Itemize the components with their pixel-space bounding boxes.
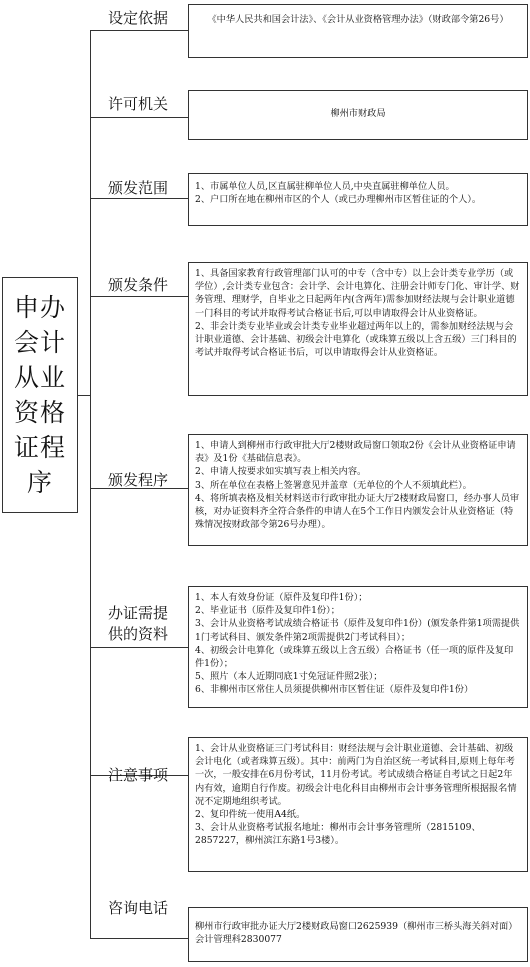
root-connector: [78, 395, 90, 396]
section-text: 1、申请人到柳州市行政审批大厅2楼财政局窗口领取2份《会计从业资格证申请表》及1份《基础信息表》。: [195, 440, 516, 465]
section-label-notes: 注意事项: [108, 766, 169, 784]
section-text: 4、初级会计电算化（或珠算五级以上含五级）合格证书（任一项的原件及复印件1份）；: [195, 644, 514, 670]
section-box-notes: [188, 737, 528, 872]
branch-connector: [90, 647, 188, 648]
section-label-procedure: 颁发程序: [108, 471, 169, 489]
root-title-box: [2, 277, 78, 513]
section-text: 1、市属单位人员,区直属驻柳单位人员,中央直属驻柳单位人员。: [195, 181, 455, 192]
section-text: 1、会计从业资格证三门考试科目：财经法规与会计职业道德、会计基础、初级会计电化（或者珠算五级）。其中：前两门为自治区统一考试科目,原则上每年考一次，一般安排在6月份考试，11月份考试。考试成绩合格证自考试之日起2年内有效，逾期自行作废。初级会计电化科目由柳州市会计事务管理所根据报名情况不定期地组织考试。: [195, 743, 517, 807]
section-text: 3、会计从业资格考试成绩合格证书（原件及复印件1份）(颁发条件第1项需提供1门考试科目、颁发条件第2项需提供2门考试科目）；: [195, 618, 520, 643]
section-text: 3、所在单位在表格上签署意见并盖章（无单位的个人不须填此栏）。: [195, 479, 472, 491]
section-text: 1、具备国家教育行政管理部门认可的中专（含中专）以上会计类专业学历（或学位）,会计类专业包含：会计学、会计电算化、注册会计师专门化、审计学、财务管理、理财学，自毕业之日起两年内(含两年)需参加财经法规与会计职业道德一门科目的考试并取得考试合格证书后,可以申请取得会计从业资格证。: [195, 268, 520, 319]
section-label-authority: 许可机关: [108, 95, 169, 113]
section-text: 4、将所填表格及相关材料送市行政审批办证大厅2楼财政局窗口，经办事人员审核，对办证资料齐全符合条件的申请人在5个工作日内颁发会计从业资格证（特殊情况按财政部令第26号办理）。: [195, 492, 520, 531]
branch-connector: [90, 30, 188, 31]
section-box-materials: [188, 586, 528, 708]
section-text: 2、毕业证书（原件及复印件1份）；: [195, 605, 340, 617]
section-label-scope: 颁发范围: [108, 179, 169, 197]
section-box-authority: [188, 90, 528, 140]
section-box-procedure: [188, 434, 528, 546]
section-text: 5、照片（本人近期同底1寸免冠证件照2张）；: [195, 671, 383, 683]
section-text: 1、本人有效身份证（原件及复印件1份）；: [195, 592, 368, 603]
section-text: 《中华人民共和国会计法》、《会计从业资格管理办法》（财政部令第26号）: [207, 14, 509, 25]
section-label-materials: [108, 603, 188, 645]
section-box-scope: [188, 173, 528, 226]
section-text: 2、户口所在地在柳州市区的个人（或已办理柳州市区暂住证的个人）。: [195, 194, 482, 206]
section-box-phone: [188, 907, 528, 962]
section-box-basis: [188, 4, 528, 58]
section-label-text: 办证需提供的资料: [108, 604, 169, 643]
section-label-phone: 咨询电话: [108, 899, 169, 917]
branch-connector: [90, 938, 188, 939]
section-box-conditions: [188, 262, 528, 396]
section-text: 3、会计从业资格考试报名地址：柳州市会计事务管理所（2815109、2857227，柳州滨江东路1号3楼）。: [195, 822, 481, 847]
section-text: 柳州市财政局: [330, 108, 386, 119]
section-text: 2、复印件统一使用A4纸。: [195, 809, 306, 821]
section-text: 2、申请人按要求如实填写表上相关内容。: [195, 466, 367, 478]
section-text: 6、非柳州市区常住人员须提供柳州市区暂住证（原件及复印件1份）: [195, 684, 474, 696]
section-text: 柳州市行政审批办证大厅2楼财政局窗口2625939（柳州市三桥头海关斜对面） 会计管理科2830077: [195, 921, 518, 946]
tree-spine: [90, 30, 91, 938]
section-label-basis: 设定依据: [108, 9, 169, 27]
branch-connector: [90, 296, 188, 297]
root-title: 申办会计从业资格证程序: [13, 293, 66, 497]
section-text: 2、非会计类专业毕业或会计类专业毕业超过两年以上的，需参加财经法规与会计职业道德、会计基础、初级会计电算化（或珠算五级以上含五级）三门科目的考试并取得考试合格证书后，可以申请取得会计从业资格证。: [195, 320, 517, 359]
section-label-conditions: 颁发条件: [108, 276, 169, 294]
branch-connector: [90, 117, 188, 118]
